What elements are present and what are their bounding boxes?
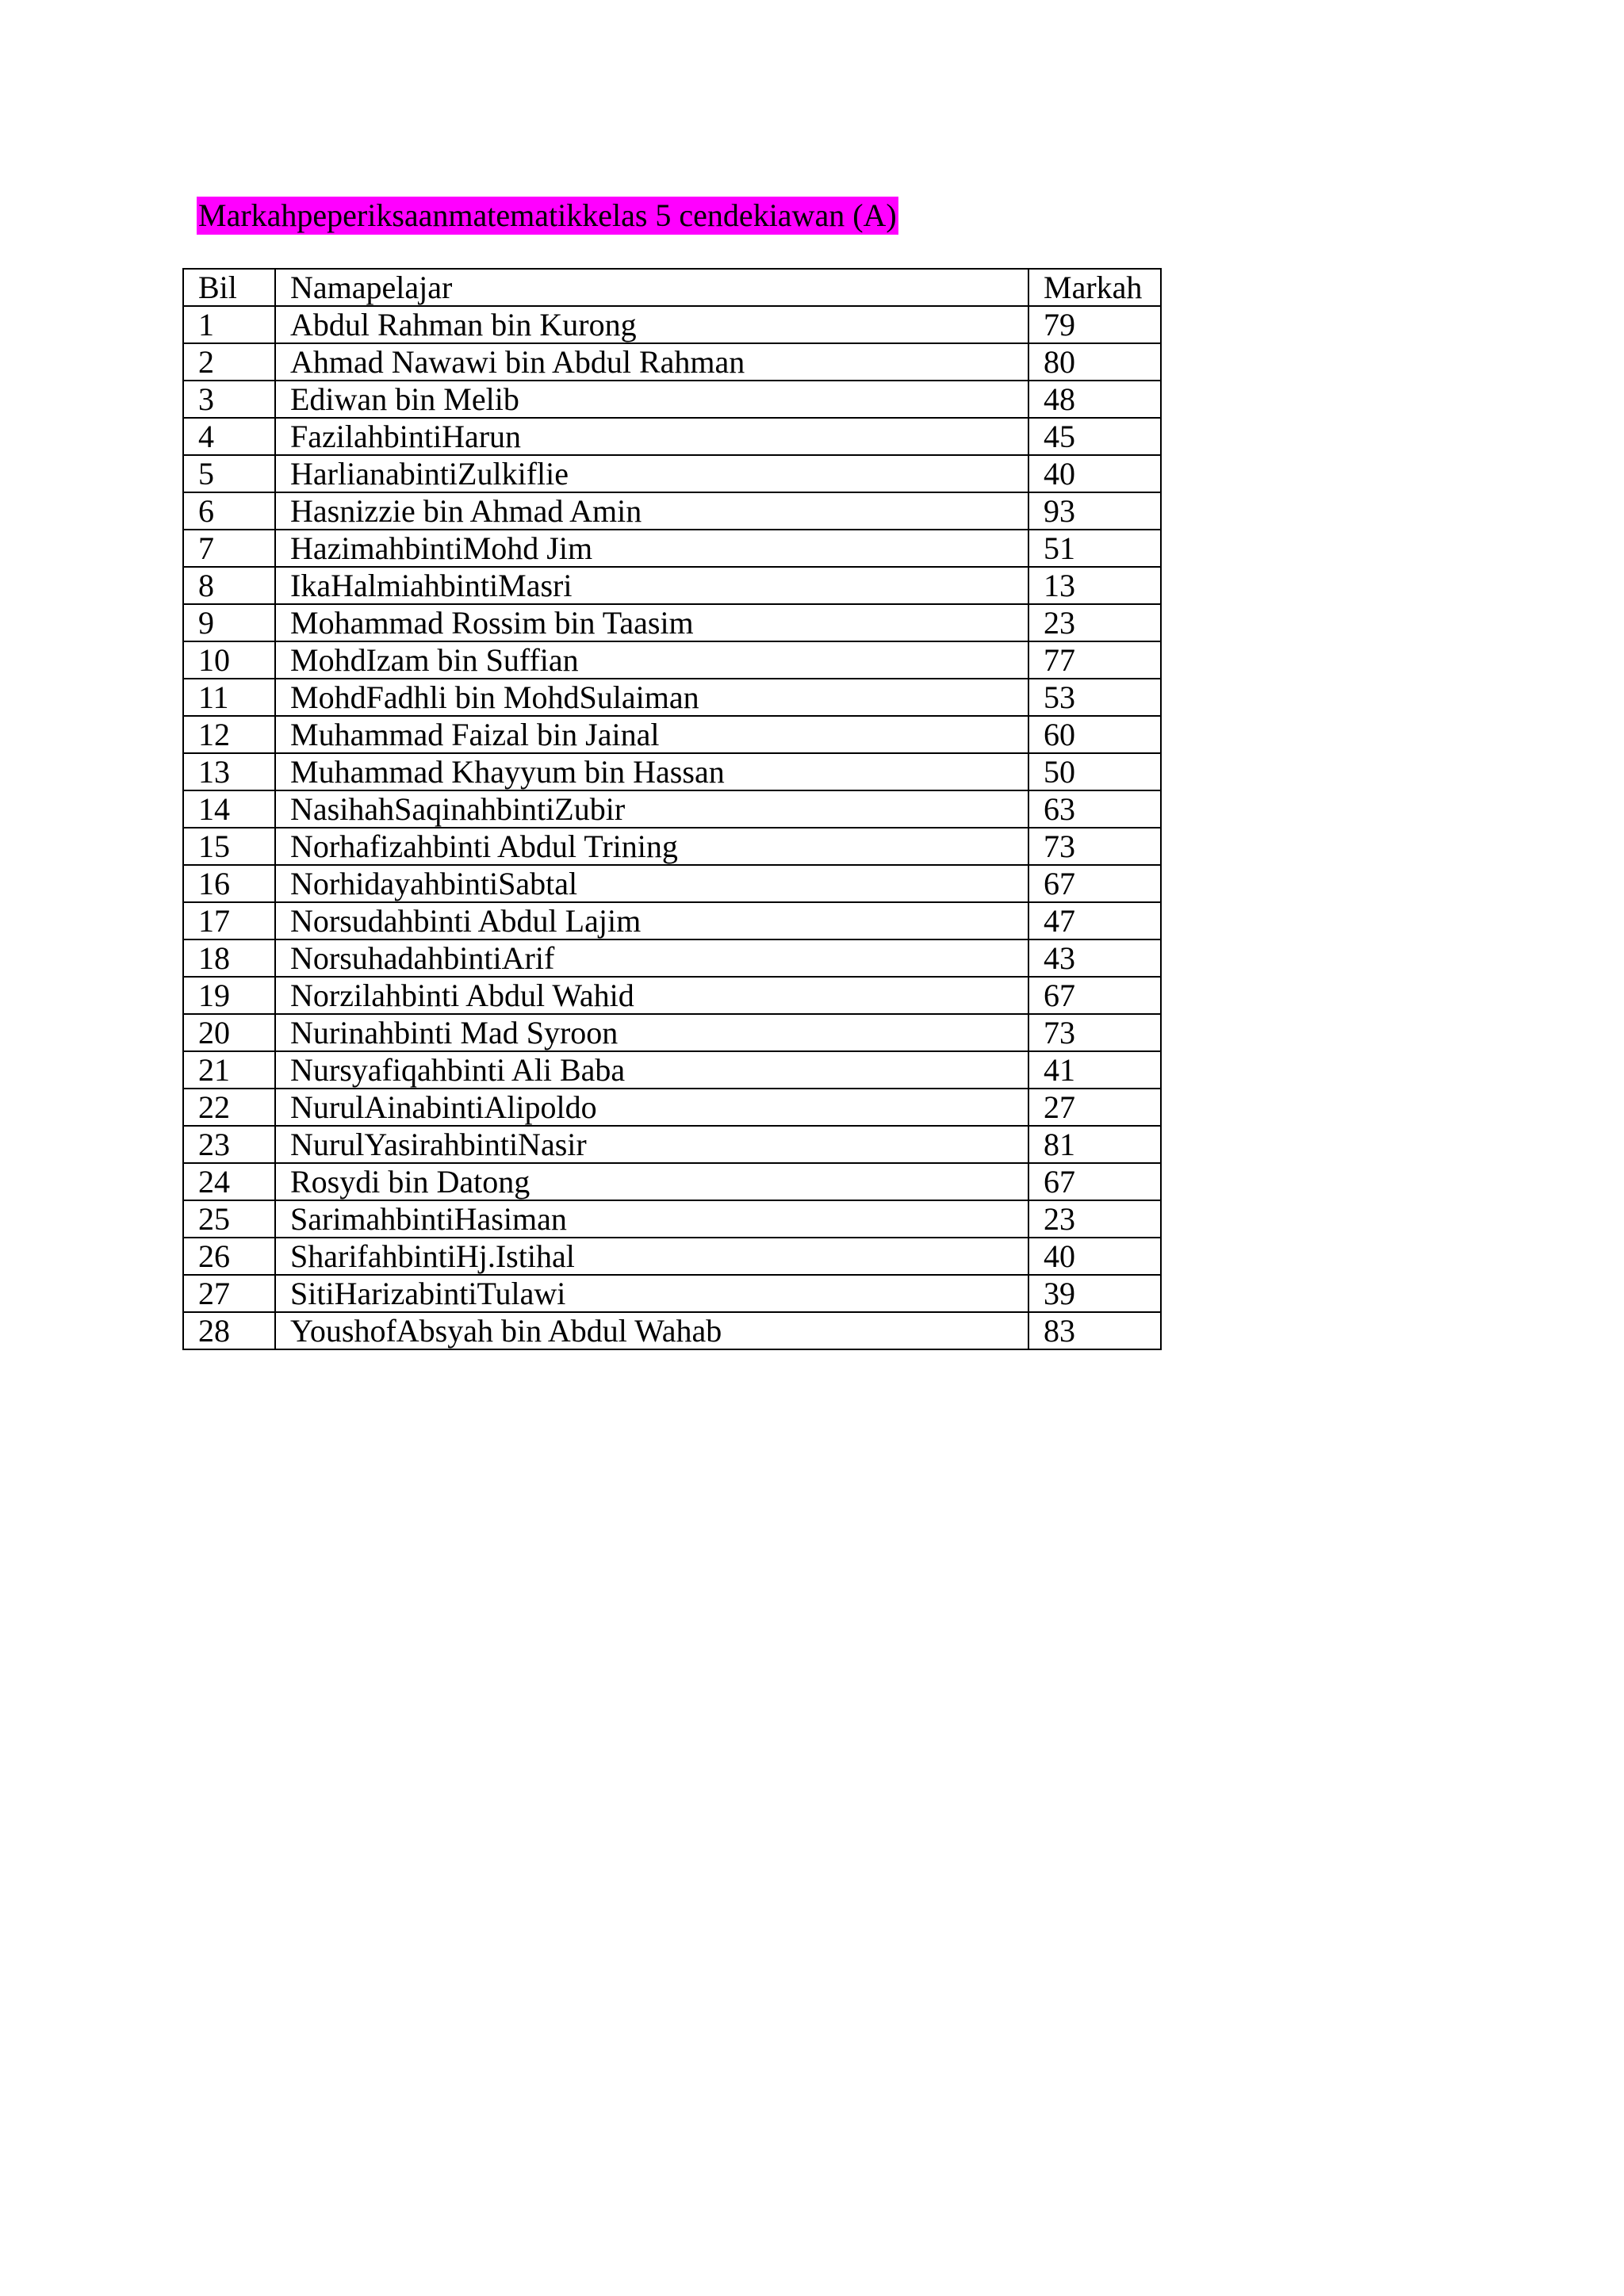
table-row bbox=[183, 381, 1161, 418]
header-bil: Bil bbox=[183, 269, 275, 306]
cell-nama: MohdIzam bin Suffian bbox=[275, 641, 1028, 679]
cell-bil: 16 bbox=[183, 865, 275, 902]
table-row bbox=[183, 1312, 1161, 1349]
cell-markah: 27 bbox=[1028, 1089, 1161, 1126]
cell-bil: 3 bbox=[183, 381, 275, 418]
table-row bbox=[183, 1014, 1161, 1051]
cell-nama: Muhammad Khayyum bin Hassan bbox=[275, 753, 1028, 790]
table-row bbox=[183, 939, 1161, 977]
table-row bbox=[183, 567, 1161, 604]
table-row bbox=[183, 641, 1161, 679]
cell-bil: 4 bbox=[183, 418, 275, 455]
table-row bbox=[183, 1238, 1161, 1275]
table-row bbox=[183, 418, 1161, 455]
cell-markah: 73 bbox=[1028, 1014, 1161, 1051]
cell-bil: 12 bbox=[183, 716, 275, 753]
cell-markah: 41 bbox=[1028, 1051, 1161, 1089]
table-row bbox=[183, 1126, 1161, 1163]
cell-bil: 10 bbox=[183, 641, 275, 679]
cell-bil: 19 bbox=[183, 977, 275, 1014]
table-row bbox=[183, 604, 1161, 641]
cell-bil: 27 bbox=[183, 1275, 275, 1312]
table-row bbox=[183, 530, 1161, 567]
cell-nama: Norzilahbinti Abdul Wahid bbox=[275, 977, 1028, 1014]
table-row bbox=[183, 865, 1161, 902]
cell-bil: 18 bbox=[183, 939, 275, 977]
cell-nama: SharifahbintiHj.Istihal bbox=[275, 1238, 1028, 1275]
marks-table-body bbox=[183, 269, 1161, 1349]
cell-nama: SitiHarizabintiTulawi bbox=[275, 1275, 1028, 1312]
cell-bil: 15 bbox=[183, 828, 275, 865]
table-row bbox=[183, 716, 1161, 753]
cell-nama: Rosydi bin Datong bbox=[275, 1163, 1028, 1200]
cell-bil: 20 bbox=[183, 1014, 275, 1051]
marks-table bbox=[182, 268, 1162, 1350]
cell-markah: 67 bbox=[1028, 977, 1161, 1014]
cell-bil: 14 bbox=[183, 790, 275, 828]
cell-bil: 21 bbox=[183, 1051, 275, 1089]
cell-nama: Norsudahbinti Abdul Lajim bbox=[275, 902, 1028, 939]
cell-nama: NurulAinabintiAlipoldo bbox=[275, 1089, 1028, 1126]
cell-markah: 81 bbox=[1028, 1126, 1161, 1163]
table-row bbox=[183, 1200, 1161, 1238]
cell-nama: Muhammad Faizal bin Jainal bbox=[275, 716, 1028, 753]
cell-markah: 45 bbox=[1028, 418, 1161, 455]
table-row bbox=[183, 1275, 1161, 1312]
cell-nama: Hasnizzie bin Ahmad Amin bbox=[275, 492, 1028, 530]
table-row bbox=[183, 455, 1161, 492]
cell-bil: 24 bbox=[183, 1163, 275, 1200]
cell-markah: 63 bbox=[1028, 790, 1161, 828]
cell-markah: 60 bbox=[1028, 716, 1161, 753]
cell-bil: 5 bbox=[183, 455, 275, 492]
cell-bil: 2 bbox=[183, 343, 275, 381]
cell-bil: 26 bbox=[183, 1238, 275, 1275]
document-title: Markahpeperiksaanmatematikkelas 5 cendekiawan (A) bbox=[198, 197, 897, 233]
table-row bbox=[183, 306, 1161, 343]
table-row bbox=[183, 828, 1161, 865]
table-row bbox=[183, 902, 1161, 939]
cell-markah: 77 bbox=[1028, 641, 1161, 679]
cell-bil: 7 bbox=[183, 530, 275, 567]
cell-markah: 48 bbox=[1028, 381, 1161, 418]
cell-nama: FazilahbintiHarun bbox=[275, 418, 1028, 455]
cell-markah: 47 bbox=[1028, 902, 1161, 939]
table-header-row bbox=[183, 269, 1161, 306]
cell-nama: Mohammad Rossim bin Taasim bbox=[275, 604, 1028, 641]
cell-nama: YoushofAbsyah bin Abdul Wahab bbox=[275, 1312, 1028, 1349]
cell-bil: 11 bbox=[183, 679, 275, 716]
cell-nama: NasihahSaqinahbintiZubir bbox=[275, 790, 1028, 828]
cell-bil: 9 bbox=[183, 604, 275, 641]
cell-markah: 40 bbox=[1028, 455, 1161, 492]
cell-markah: 23 bbox=[1028, 1200, 1161, 1238]
table-row bbox=[183, 790, 1161, 828]
cell-bil: 8 bbox=[183, 567, 275, 604]
cell-markah: 67 bbox=[1028, 1163, 1161, 1200]
cell-nama: NurulYasirahbintiNasir bbox=[275, 1126, 1028, 1163]
cell-markah: 51 bbox=[1028, 530, 1161, 567]
cell-nama: Norhafizahbinti Abdul Trining bbox=[275, 828, 1028, 865]
cell-markah: 73 bbox=[1028, 828, 1161, 865]
table-row bbox=[183, 1089, 1161, 1126]
cell-markah: 39 bbox=[1028, 1275, 1161, 1312]
cell-markah: 23 bbox=[1028, 604, 1161, 641]
cell-markah: 83 bbox=[1028, 1312, 1161, 1349]
cell-markah: 43 bbox=[1028, 939, 1161, 977]
cell-nama: HazimahbintiMohd Jim bbox=[275, 530, 1028, 567]
header-markah: Markah bbox=[1028, 269, 1161, 306]
table-row bbox=[183, 1051, 1161, 1089]
cell-nama: Abdul Rahman bin Kurong bbox=[275, 306, 1028, 343]
cell-nama: Nurinahbinti Mad Syroon bbox=[275, 1014, 1028, 1051]
cell-markah: 67 bbox=[1028, 865, 1161, 902]
cell-markah: 53 bbox=[1028, 679, 1161, 716]
cell-markah: 40 bbox=[1028, 1238, 1161, 1275]
cell-markah: 93 bbox=[1028, 492, 1161, 530]
cell-nama: Nursyafiqahbinti Ali Baba bbox=[275, 1051, 1028, 1089]
cell-nama: NorhidayahbintiSabtal bbox=[275, 865, 1028, 902]
header-nama: Namapelajar bbox=[275, 269, 1028, 306]
cell-bil: 13 bbox=[183, 753, 275, 790]
cell-bil: 28 bbox=[183, 1312, 275, 1349]
table-row bbox=[183, 679, 1161, 716]
cell-nama: IkaHalmiahbintiMasri bbox=[275, 567, 1028, 604]
cell-nama: MohdFadhli bin MohdSulaiman bbox=[275, 679, 1028, 716]
cell-nama: Ediwan bin Melib bbox=[275, 381, 1028, 418]
cell-bil: 23 bbox=[183, 1126, 275, 1163]
cell-markah: 80 bbox=[1028, 343, 1161, 381]
cell-bil: 17 bbox=[183, 902, 275, 939]
cell-bil: 25 bbox=[183, 1200, 275, 1238]
cell-markah: 50 bbox=[1028, 753, 1161, 790]
cell-nama: NorsuhadahbintiArif bbox=[275, 939, 1028, 977]
table-row bbox=[183, 1163, 1161, 1200]
cell-nama: HarlianabintiZulkiflie bbox=[275, 455, 1028, 492]
cell-markah: 13 bbox=[1028, 567, 1161, 604]
table-row bbox=[183, 343, 1161, 381]
table-row bbox=[183, 753, 1161, 790]
cell-nama: Ahmad Nawawi bin Abdul Rahman bbox=[275, 343, 1028, 381]
cell-markah: 79 bbox=[1028, 306, 1161, 343]
cell-bil: 1 bbox=[183, 306, 275, 343]
cell-nama: SarimahbintiHasiman bbox=[275, 1200, 1028, 1238]
table-row bbox=[183, 977, 1161, 1014]
table-row bbox=[183, 492, 1161, 530]
cell-bil: 22 bbox=[183, 1089, 275, 1126]
cell-bil: 6 bbox=[183, 492, 275, 530]
